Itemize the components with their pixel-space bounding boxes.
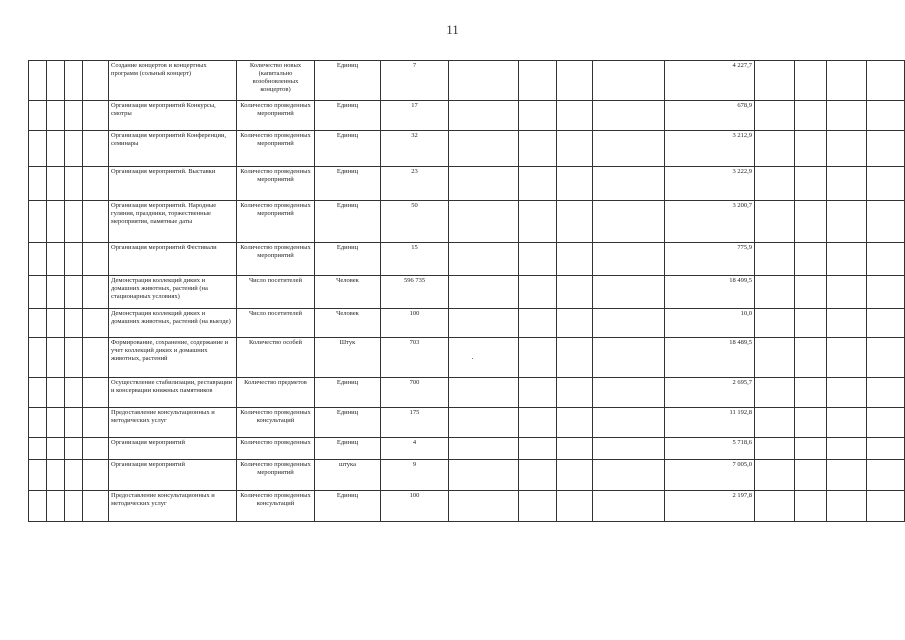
empty-cell [795, 131, 827, 167]
empty-cell [795, 338, 827, 378]
indicator-cell: Количество проведенных мероприятий [237, 201, 315, 243]
empty-cell [449, 460, 519, 491]
table-row [29, 491, 905, 522]
empty-cell [867, 378, 905, 408]
empty-cell [827, 460, 867, 491]
empty-cell [827, 408, 867, 438]
empty-cell [755, 491, 795, 522]
unit-cell: Единиц [315, 408, 381, 438]
empty-cell [557, 201, 593, 243]
empty-cell [755, 131, 795, 167]
empty-cell [867, 408, 905, 438]
empty-cell [519, 338, 557, 378]
table-row [29, 408, 905, 438]
empty-cell [449, 309, 519, 338]
table-row [29, 131, 905, 167]
indicator-cell: Число посетителей [237, 309, 315, 338]
empty-cell [827, 309, 867, 338]
unit-cell: Единиц [315, 167, 381, 201]
empty-cell [519, 438, 557, 460]
empty-cell [755, 338, 795, 378]
empty-cell [29, 338, 47, 378]
empty-cell [449, 408, 519, 438]
empty-cell [795, 61, 827, 101]
indicator-cell: Количество проведенных мероприятий [237, 131, 315, 167]
quantity-cell: 23 [381, 167, 449, 201]
empty-cell [29, 408, 47, 438]
quantity-cell: 32 [381, 131, 449, 167]
empty-cell [867, 167, 905, 201]
empty-cell [867, 131, 905, 167]
empty-cell [47, 101, 65, 131]
empty-cell [827, 61, 867, 101]
empty-cell [65, 276, 83, 309]
empty-cell [827, 338, 867, 378]
service-name-cell: Организация мероприятий Фестивали [109, 243, 237, 276]
empty-cell [827, 101, 867, 131]
empty-cell [755, 408, 795, 438]
empty-cell [593, 378, 665, 408]
empty-cell [519, 460, 557, 491]
empty-cell [29, 309, 47, 338]
empty-cell [867, 438, 905, 460]
empty-cell [795, 378, 827, 408]
indicator-cell: Количество проведенных мероприятий [237, 243, 315, 276]
indicator-cell: Количество проведенных мероприятий [237, 101, 315, 131]
empty-cell [449, 201, 519, 243]
unit-cell: Единиц [315, 243, 381, 276]
table-row [29, 276, 905, 309]
empty-cell [755, 243, 795, 276]
empty-cell [557, 408, 593, 438]
empty-cell [83, 131, 109, 167]
empty-cell [867, 338, 905, 378]
empty-cell [65, 101, 83, 131]
empty-cell [83, 201, 109, 243]
quantity-cell: 50 [381, 201, 449, 243]
service-name-cell: Создание концертов и концертных программ (сольный концерт) [109, 61, 237, 101]
table-row [29, 201, 905, 243]
empty-cell [83, 460, 109, 491]
empty-cell [557, 243, 593, 276]
unit-cell: Единиц [315, 101, 381, 131]
table-row [29, 460, 905, 491]
empty-cell [867, 276, 905, 309]
table-row [29, 438, 905, 460]
amount-cell: 775,9 [665, 243, 755, 276]
empty-cell [827, 243, 867, 276]
empty-cell [449, 276, 519, 309]
amount-cell: 3 212,9 [665, 131, 755, 167]
empty-cell [795, 276, 827, 309]
empty-cell [795, 460, 827, 491]
empty-cell [557, 131, 593, 167]
amount-cell: 11 192,8 [665, 408, 755, 438]
empty-cell [65, 131, 83, 167]
empty-cell [557, 438, 593, 460]
empty-cell [47, 491, 65, 522]
unit-cell: Человек [315, 309, 381, 338]
empty-cell [795, 167, 827, 201]
empty-cell [83, 309, 109, 338]
empty-cell [65, 408, 83, 438]
empty-cell [557, 378, 593, 408]
empty-cell [449, 243, 519, 276]
empty-cell [65, 438, 83, 460]
empty-cell [65, 378, 83, 408]
indicator-cell: Количество проведенных консультаций [237, 491, 315, 522]
service-name-cell: Организация мероприятий [109, 460, 237, 491]
empty-cell [795, 408, 827, 438]
empty-cell [795, 201, 827, 243]
quantity-cell: 596 735 [381, 276, 449, 309]
empty-cell [65, 338, 83, 378]
unit-cell: Человек [315, 276, 381, 309]
empty-cell [47, 408, 65, 438]
unit-cell: Единиц [315, 491, 381, 522]
empty-cell [867, 491, 905, 522]
empty-cell [449, 167, 519, 201]
empty-cell [519, 408, 557, 438]
empty-cell [827, 167, 867, 201]
empty-cell [47, 276, 65, 309]
empty-cell [449, 101, 519, 131]
empty-cell [795, 101, 827, 131]
empty-cell [29, 201, 47, 243]
empty-cell [83, 378, 109, 408]
empty-cell [83, 101, 109, 131]
unit-cell: Единиц [315, 131, 381, 167]
empty-cell [29, 61, 47, 101]
empty-cell [519, 167, 557, 201]
service-name-cell: Демонстрация коллекций диких и домашних животных, растений (на стационарных условиях) [109, 276, 237, 309]
table-row [29, 338, 905, 378]
empty-cell [795, 309, 827, 338]
service-name-cell: Демонстрация коллекций диких и домашних животных, растений (на выезде) [109, 309, 237, 338]
unit-cell: Единиц [315, 438, 381, 460]
empty-cell [593, 131, 665, 167]
empty-cell [755, 101, 795, 131]
empty-cell [83, 438, 109, 460]
empty-cell [47, 61, 65, 101]
table-row [29, 61, 905, 101]
empty-cell [519, 201, 557, 243]
empty-cell [593, 101, 665, 131]
indicator-cell: Количество проведенных консультаций [237, 408, 315, 438]
empty-cell [29, 131, 47, 167]
empty-cell [519, 491, 557, 522]
empty-cell [47, 378, 65, 408]
empty-cell [47, 243, 65, 276]
empty-cell [557, 309, 593, 338]
page-number: 11 [446, 22, 459, 37]
empty-cell [593, 491, 665, 522]
empty-cell [593, 438, 665, 460]
empty-cell [83, 167, 109, 201]
amount-cell: 10,0 [665, 309, 755, 338]
empty-cell [593, 201, 665, 243]
empty-cell [755, 438, 795, 460]
unit-cell: Штук [315, 338, 381, 378]
empty-cell [867, 460, 905, 491]
empty-cell [827, 438, 867, 460]
amount-cell: 4 227,7 [665, 61, 755, 101]
empty-cell [65, 243, 83, 276]
empty-cell [29, 460, 47, 491]
quantity-cell: 7 [381, 61, 449, 101]
empty-cell [83, 491, 109, 522]
empty-cell [83, 276, 109, 309]
empty-cell [519, 131, 557, 167]
empty-cell [65, 61, 83, 101]
empty-cell [47, 460, 65, 491]
empty-cell [29, 378, 47, 408]
empty-cell [519, 101, 557, 131]
empty-cell [795, 491, 827, 522]
unit-cell: Единиц [315, 201, 381, 243]
amount-cell: 2 695,7 [665, 378, 755, 408]
empty-cell [449, 131, 519, 167]
empty-cell [755, 167, 795, 201]
empty-cell [29, 101, 47, 131]
empty-cell [755, 201, 795, 243]
unit-cell: Единиц [315, 61, 381, 101]
table-row [29, 243, 905, 276]
empty-cell [593, 167, 665, 201]
service-name-cell: Организация мероприятий Конкурсы, смотры [109, 101, 237, 131]
empty-cell [795, 243, 827, 276]
empty-cell [47, 167, 65, 201]
service-name-cell: Осуществление стабилизации, реставрации и консервации книжных памятников [109, 378, 237, 408]
empty-cell [65, 309, 83, 338]
indicator-cell: Количество проведенных мероприятий [237, 460, 315, 491]
empty-cell [557, 167, 593, 201]
empty-cell [593, 309, 665, 338]
amount-cell: 18 489,5 [665, 338, 755, 378]
quantity-cell: 15 [381, 243, 449, 276]
empty-cell [827, 131, 867, 167]
empty-cell [519, 61, 557, 101]
indicator-cell: Количество проведенных [237, 438, 315, 460]
amount-cell: 3 200,7 [665, 201, 755, 243]
unit-cell: штука [315, 460, 381, 491]
empty-cell [867, 201, 905, 243]
table-row [29, 167, 905, 201]
empty-cell [755, 460, 795, 491]
empty-cell [65, 460, 83, 491]
table-row [29, 378, 905, 408]
empty-cell [449, 491, 519, 522]
service-name-cell: Организация мероприятий. Выставки [109, 167, 237, 201]
empty-cell [29, 438, 47, 460]
amount-cell: 18 499,5 [665, 276, 755, 309]
empty-cell [593, 408, 665, 438]
empty-cell [519, 309, 557, 338]
empty-cell [795, 438, 827, 460]
empty-cell [83, 61, 109, 101]
empty-cell [65, 201, 83, 243]
empty-cell [29, 243, 47, 276]
table-row [29, 101, 905, 131]
empty-cell [593, 61, 665, 101]
empty-cell [557, 338, 593, 378]
empty-cell [755, 276, 795, 309]
empty-cell [83, 243, 109, 276]
empty-cell [755, 378, 795, 408]
quantity-cell: 703 [381, 338, 449, 378]
service-name-cell: Формирование, сохранение, содержание и учет коллекций диких и домашних животных, растений [109, 338, 237, 378]
quantity-cell: 175 [381, 408, 449, 438]
empty-cell [29, 276, 47, 309]
empty-cell [519, 378, 557, 408]
empty-cell [47, 309, 65, 338]
empty-cell [827, 378, 867, 408]
empty-cell [29, 167, 47, 201]
empty-cell [65, 491, 83, 522]
empty-cell [593, 338, 665, 378]
indicator-cell: Количество проведенных мероприятий [237, 167, 315, 201]
empty-cell [519, 276, 557, 309]
empty-cell [827, 276, 867, 309]
scan-speck [472, 358, 473, 359]
empty-cell [83, 408, 109, 438]
indicator-cell: Число посетителей [237, 276, 315, 309]
empty-cell [593, 243, 665, 276]
quantity-cell: 4 [381, 438, 449, 460]
empty-cell [557, 61, 593, 101]
quantity-cell: 100 [381, 491, 449, 522]
empty-cell [65, 167, 83, 201]
quantity-cell: 9 [381, 460, 449, 491]
amount-cell: 2 197,8 [665, 491, 755, 522]
amount-cell: 3 222,9 [665, 167, 755, 201]
empty-cell [83, 338, 109, 378]
empty-cell [867, 243, 905, 276]
indicator-cell: Количество особей [237, 338, 315, 378]
empty-cell [755, 61, 795, 101]
amount-cell: 5 718,6 [665, 438, 755, 460]
empty-cell [29, 491, 47, 522]
quantity-cell: 700 [381, 378, 449, 408]
empty-cell [47, 338, 65, 378]
empty-cell [557, 101, 593, 131]
amount-cell: 7 005,0 [665, 460, 755, 491]
empty-cell [557, 460, 593, 491]
quantity-cell: 17 [381, 101, 449, 131]
service-name-cell: Организация мероприятий Конференции, семинары [109, 131, 237, 167]
empty-cell [519, 243, 557, 276]
service-name-cell: Организация мероприятий [109, 438, 237, 460]
amount-cell: 678,9 [665, 101, 755, 131]
empty-cell [755, 309, 795, 338]
indicator-cell: Количество предметов [237, 378, 315, 408]
empty-cell [827, 491, 867, 522]
empty-cell [449, 338, 519, 378]
service-name-cell: Предоставление консультационных и методических услуг [109, 408, 237, 438]
empty-cell [47, 131, 65, 167]
empty-cell [867, 101, 905, 131]
empty-cell [449, 378, 519, 408]
empty-cell [867, 309, 905, 338]
empty-cell [449, 61, 519, 101]
empty-cell [827, 201, 867, 243]
indicator-cell: Количество новых (капитально возобновленных концертов) [237, 61, 315, 101]
empty-cell [557, 491, 593, 522]
empty-cell [867, 61, 905, 101]
empty-cell [593, 276, 665, 309]
services-table [28, 60, 905, 522]
empty-cell [47, 438, 65, 460]
empty-cell [449, 438, 519, 460]
table-row [29, 309, 905, 338]
service-name-cell: Предоставление консультационных и методических услуг [109, 491, 237, 522]
service-name-cell: Организация мероприятий. Народные гуляния, праздники, торжественные мероприятия, памятные даты [109, 201, 237, 243]
empty-cell [47, 201, 65, 243]
empty-cell [593, 460, 665, 491]
empty-cell [557, 276, 593, 309]
quantity-cell: 100 [381, 309, 449, 338]
unit-cell: Единиц [315, 378, 381, 408]
